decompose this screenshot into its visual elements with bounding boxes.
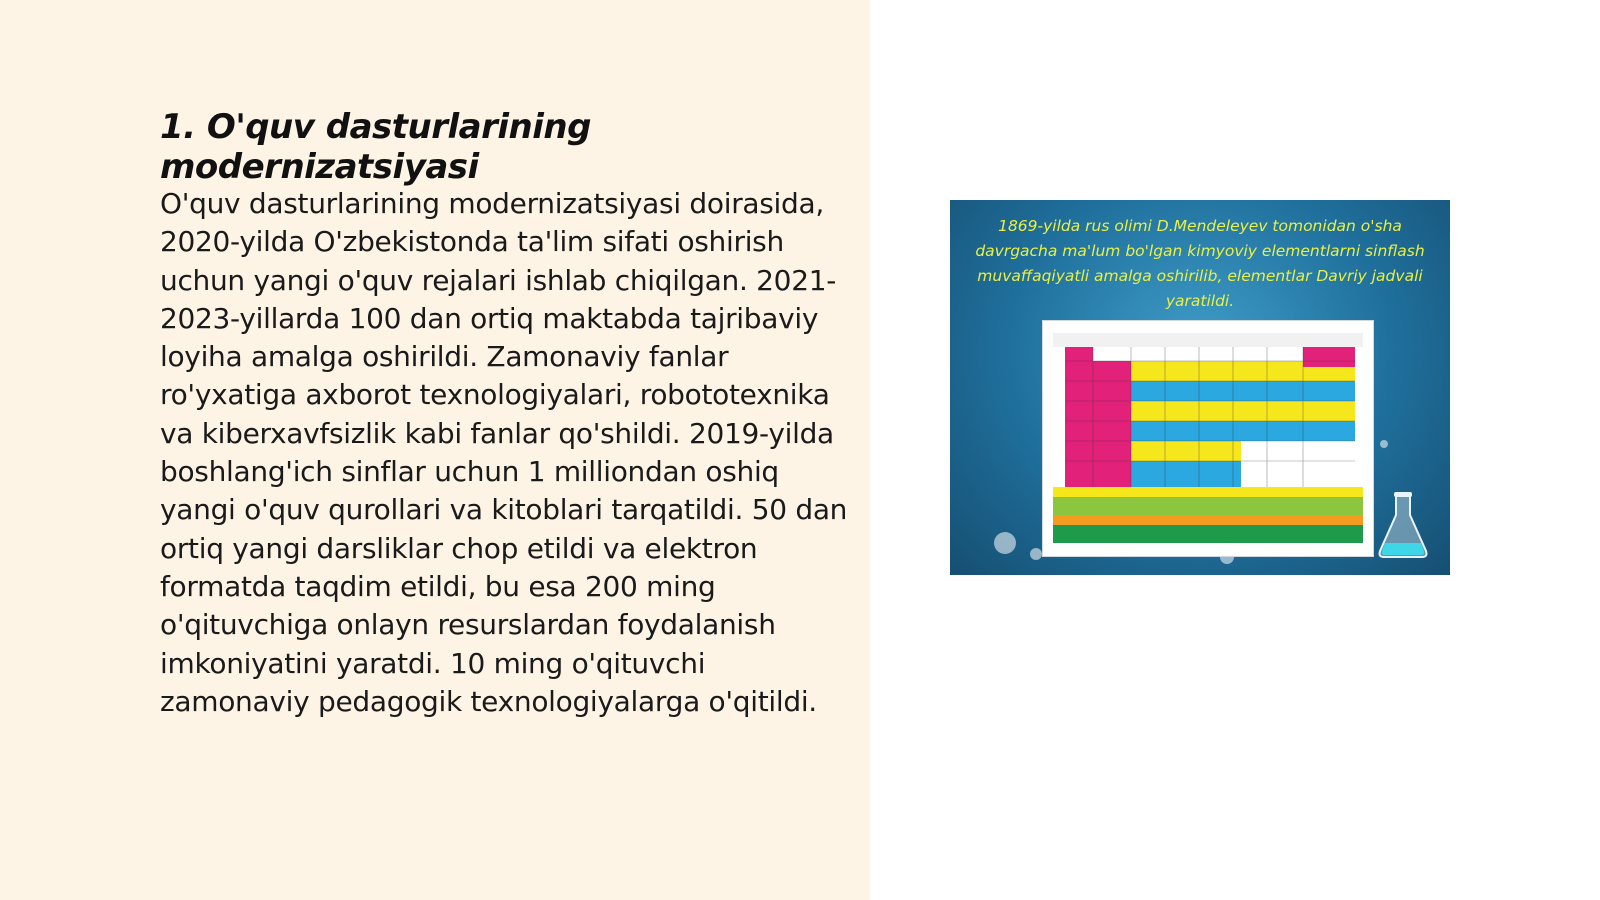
image-caption: 1869-yilda rus olimi D.Mendeleyev tomonidan o'sha davrgacha ma'lum bo'lgan kimyoviy elementlarni sinflash muvaffaqiyatli amalga oshirilib, elementlar Davriy jadvali yaratildi. <box>975 217 1425 310</box>
flask-icon <box>1376 489 1430 559</box>
bubble-decoration <box>1030 548 1042 560</box>
periodic-table-card <box>1042 320 1374 557</box>
bubble-decoration <box>1380 440 1388 448</box>
slide-body-text: O'quv dasturlarining modernizatsiyasi doirasida, 2020-yilda O'zbekistonda ta'lim sifati oshirish uchun yangi o'quv rejalari ishlab chiqilgan. 2021-2023-yillarda 100 dan ortiq maktabda tajribaviy loyiha amalga oshirildi. Zamonaviy fanlar ro'yxatiga axborot texnologiyalari, robototexnika va kiberxavfsizlik kabi fanlar qo'shildi. 2019-yilda boshlang'ich sinflar uchun 1 milliondan oshiq yangi o'quv qurollari va kitoblari tarqatildi. 50 dan ortiq yangi darsliklar chop etildi va elektron formatda taqdim etildi, bu esa 200 ming o'qituvchiga onlayn resurslardan foydalanish imkoniyatini yaratdi. 10 ming o'qituvchi zamonaviy pedagogik texnologiyalarga o'qitildi. <box>160 187 848 718</box>
bubble-decoration <box>994 532 1016 554</box>
periodic-table-image <box>950 200 1450 575</box>
periodic-table-icon <box>1053 333 1363 545</box>
slide-title: 1. O'quv dasturlarining modernizatsiyasi <box>160 107 591 187</box>
